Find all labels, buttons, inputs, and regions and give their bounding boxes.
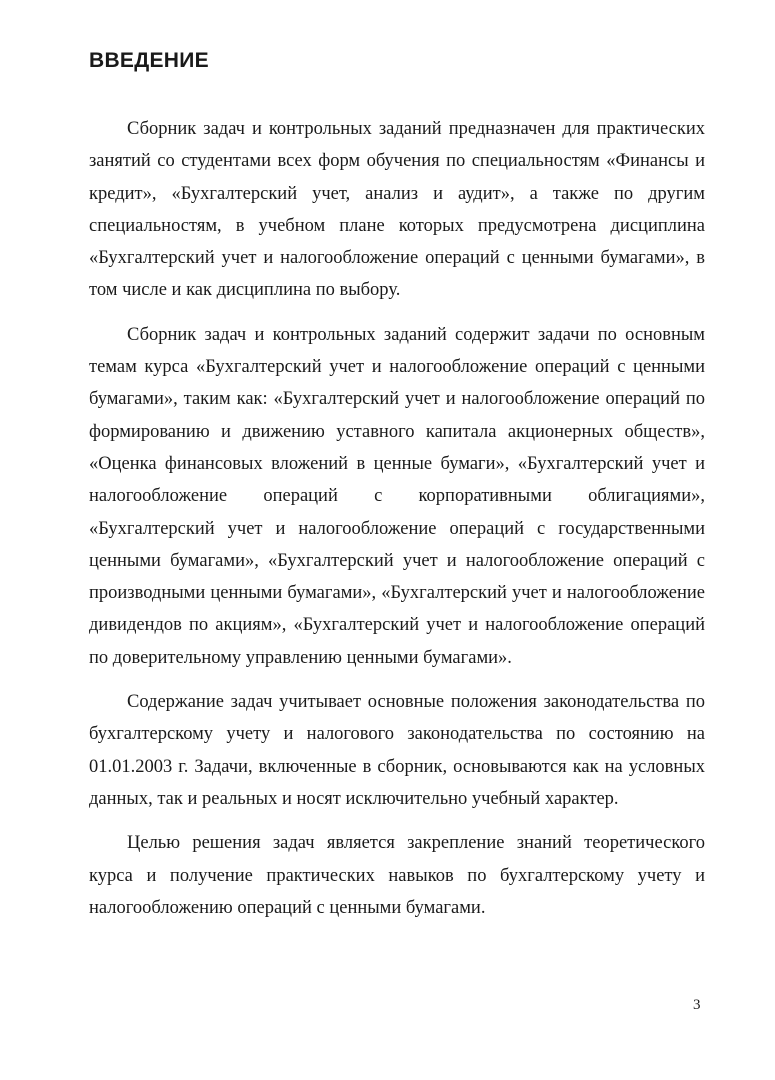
paragraph-purpose: Сборник задач и контрольных заданий предназначен для практических занятий со студентами всех форм обучения по специальностям «Финансы и кредит», «Бухгалтерский учет, анализ и аудит», а также по другим специальностям, в учебном плане которых предусмотрена дисциплина «Бухгалтерский учет и налогообложение операций с ценными бумагами», в том числе и как дисциплина по выбору. — [89, 119, 705, 301]
body-text — [89, 113, 705, 936]
page-number: 3 — [693, 997, 701, 1013]
paragraph-goal: Целью решения задач является закрепление знаний теоретического курса и получение практических навыков по бухгалтерскому учету и налогообложению операций с ценными бумагами. — [89, 833, 705, 918]
section-heading: ВВЕДЕНИЕ — [89, 49, 209, 72]
paragraph-contents: Сборник задач и контрольных заданий содержит задачи по основным темам курса «Бухгалтерский учет и налогообложение операций с ценными бумагами», таким как: «Бухгалтерский учет и налогообложение операций по формированию и движению уставного капитала акционерных обществ», «Оценка финансовых вложений в ценные бумаги», «Бухгалтерский учет и налогообложение операций с корпоративными облигациями», «Бухгалтерский учет и налогообложение операций с государственными ценными бумагами», «Бухгалтерский учет и налогообложение операций с производными ценными бумагами», «Бухгалтерский учет и налогообложение дивидендов по акциям», «Бухгалтерский учет и налогообложение операций по доверительному управлению ценными бумагами». — [89, 324, 705, 668]
paragraph-legislation: Содержание задач учитывает основные положения законодательства по бухгалтерскому учету и налогового законодательства по состоянию на 01.01.2003 г. Задачи, включенные в сборник, основываются как на условных данных, так и реальных и носят исключительно учебный характер. — [89, 692, 705, 809]
